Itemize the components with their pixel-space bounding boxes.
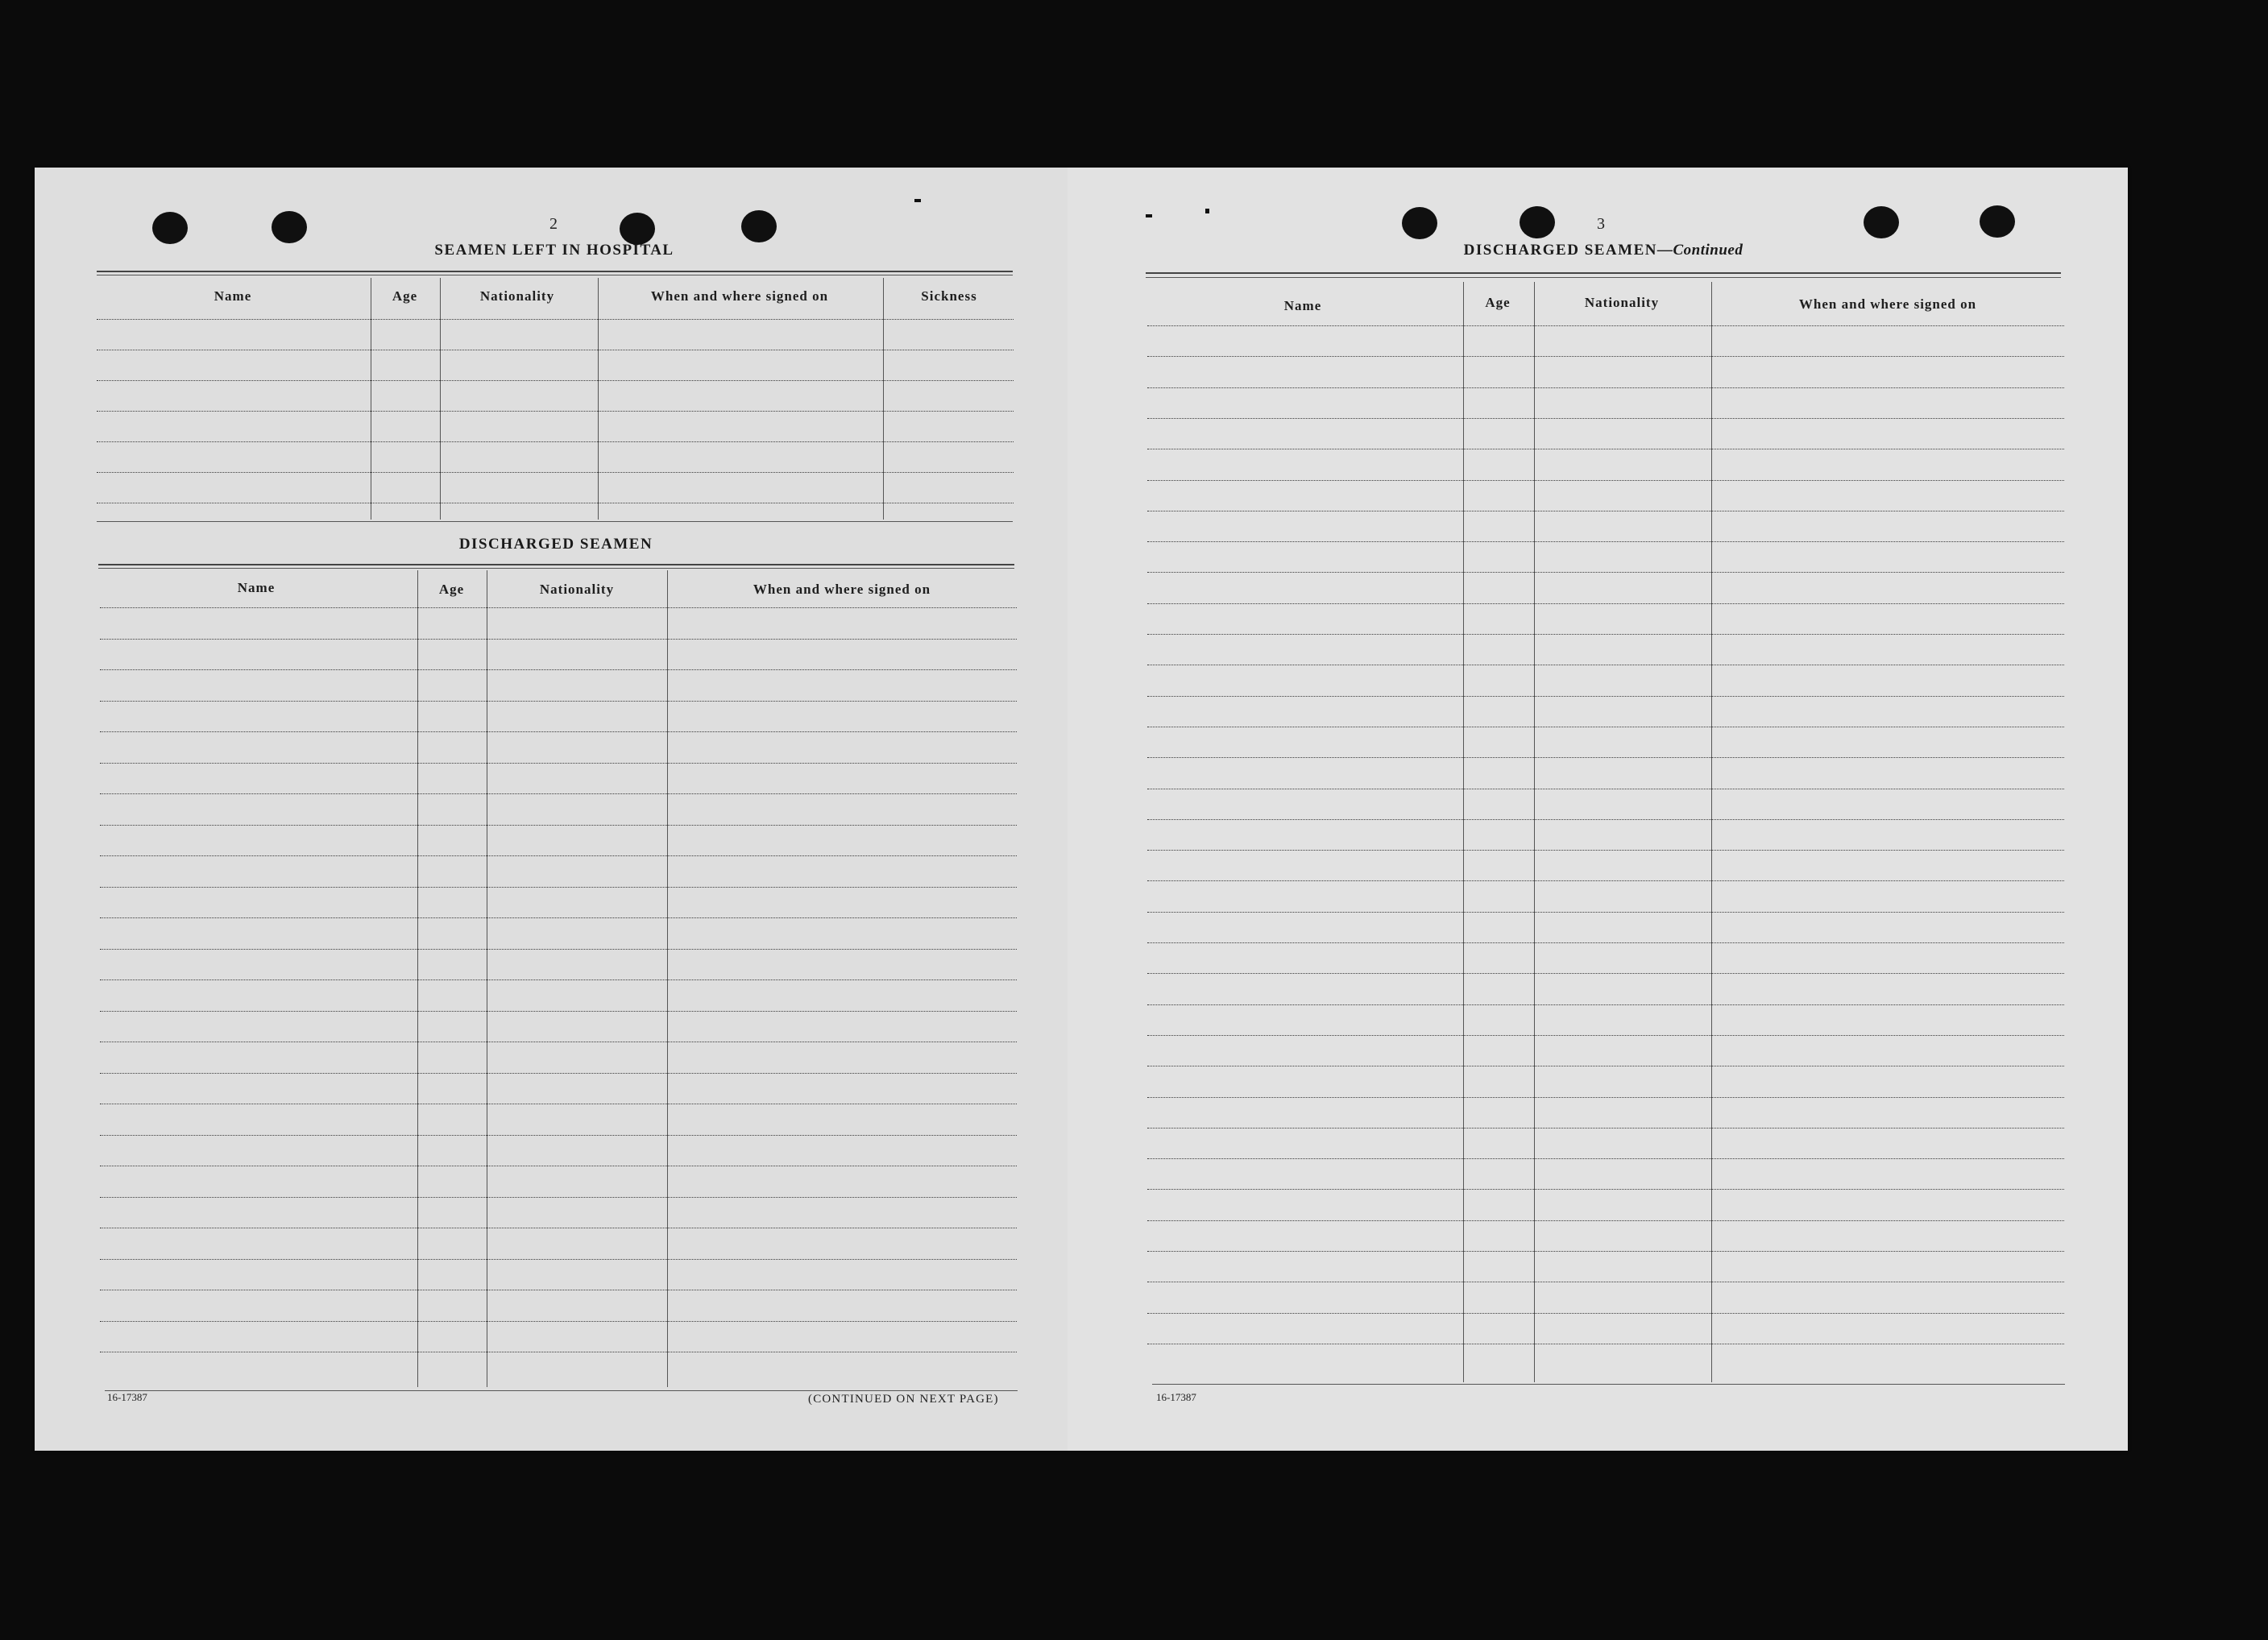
binder-hole [620,213,655,245]
table-row-line [1147,757,2064,758]
table-row-line [97,319,1014,320]
table-row-line [100,701,1017,702]
table-row-line [1147,1251,2064,1252]
table-row-line [100,1321,1017,1322]
table-row-line [1147,480,2064,481]
binder-hole [272,211,307,243]
table-row-line [100,1197,1017,1198]
binder-hole [741,210,777,242]
table-row-line [1147,1035,2064,1036]
table-row-line [100,855,1017,856]
table-row-line [1147,1189,2064,1190]
column-divider [417,570,418,1387]
right-col-signed-on: When and where signed on [1798,296,1977,312]
binder-hole [1520,206,1555,238]
table-row-line [100,607,1017,608]
hospital-col-nationality: Nationality [479,288,555,304]
table-row-line [97,380,1014,381]
table-row-line [1147,696,2064,697]
table-row-line [1147,880,2064,881]
table-row-line [1147,356,2064,357]
right-page-sheet [1068,168,2128,1451]
column-divider [440,278,441,520]
discharged-top-rule-2 [98,568,1014,569]
table-row-line [1147,1128,2064,1129]
discharged-section-title: DISCHARGED SEAMEN [458,536,653,553]
column-divider [1463,282,1464,1382]
table-row-line [1147,325,2064,326]
hospital-col-name: Name [214,288,252,304]
column-divider [883,278,884,520]
table-row-line [100,825,1017,826]
discharged-col-name: Name [237,580,276,595]
table-row-line [100,917,1017,918]
right-bottom-rule [1152,1384,2065,1385]
discharged-top-rule [98,564,1014,565]
binder-hole [1402,207,1437,239]
table-row-line [100,887,1017,888]
table-row-line [1147,1004,2064,1005]
table-row-line [1147,572,2064,573]
table-row-line [100,1073,1017,1074]
table-row-line [100,1011,1017,1012]
hospital-section-title: SEAMEN LEFT IN HOSPITAL [434,242,674,259]
table-row-line [97,472,1014,473]
table-row-line [100,979,1017,980]
table-row-line [1147,418,2064,419]
ink-speck [1146,214,1152,217]
table-row-line [1147,634,2064,635]
ink-speck [1205,209,1209,213]
discharged-col-age: Age [438,582,465,597]
table-row-line [100,1259,1017,1260]
discharged-col-signed-on: When and where signed on [753,582,931,597]
table-row-line [1147,387,2064,388]
table-row-line [1147,850,2064,851]
table-row-line [1147,1313,2064,1314]
left-page-number: 2 [549,215,558,233]
binder-hole [152,212,188,244]
table-row-line [1147,912,2064,913]
table-row-line [100,639,1017,640]
discharged-col-nationality: Nationality [539,582,615,597]
binder-hole [1980,205,2015,238]
table-row-line [100,949,1017,950]
column-divider [1534,282,1535,1382]
continued-note: (CONTINUED ON NEXT PAGE) [808,1393,999,1406]
discharged-continued-title-suffix: —Continued [1656,242,1743,259]
hospital-col-age: Age [392,288,418,304]
left-form-code: 16-17387 [107,1391,147,1403]
right-top-rule-2 [1146,277,2061,278]
right-form-code: 16-17387 [1156,1391,1196,1403]
right-top-rule [1146,272,2061,274]
discharged-continued-title-main: DISCHARGED SEAMEN [1463,242,1657,259]
column-divider [1711,282,1712,1382]
ink-speck [914,199,921,202]
table-row-line [1147,541,2064,542]
table-row-line [97,441,1014,442]
table-row-line [1147,1097,2064,1098]
right-col-age: Age [1485,295,1511,310]
discharged-continued-title [1442,242,1764,259]
hospital-col-signed-on: When and where signed on [650,288,829,304]
table-row-line [100,793,1017,794]
table-row-line [1147,973,2064,974]
column-divider [598,278,599,520]
table-row-line [1147,603,2064,604]
right-page-number: 3 [1597,215,1605,233]
table-row-line [100,669,1017,670]
hospital-col-sickness: Sickness [921,288,977,304]
hospital-top-rule [97,271,1013,272]
discharged-bottom-rule [105,1390,1018,1391]
column-divider [667,570,668,1387]
table-row-line [1147,819,2064,820]
binder-hole [1864,206,1899,238]
hospital-bottom-rule [97,521,1013,522]
right-col-name: Name [1283,298,1322,313]
table-row-line [1147,1158,2064,1159]
table-row-line [100,763,1017,764]
table-row-line [100,731,1017,732]
table-row-line [100,1135,1017,1136]
right-col-nationality: Nationality [1584,295,1660,310]
table-row-line [1147,942,2064,943]
table-row-line [1147,1220,2064,1221]
table-row-line [97,411,1014,412]
